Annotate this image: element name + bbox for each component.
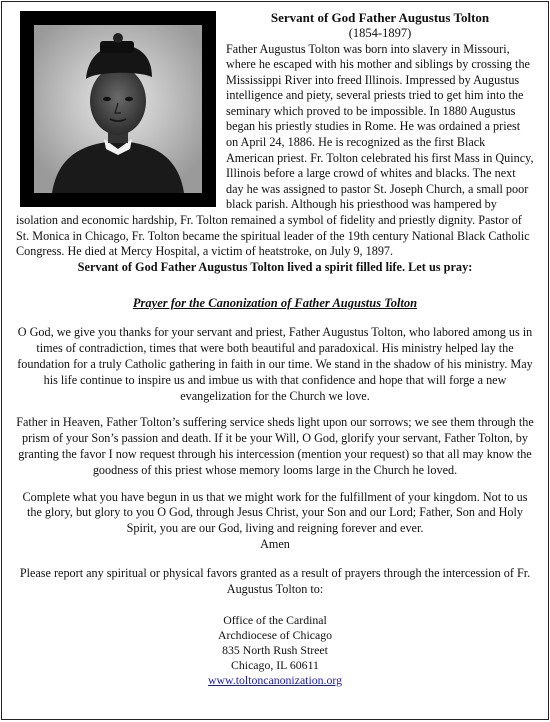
prayer-card bbox=[1, 1, 549, 720]
prayer-heading: Prayer for the Canonization of Father Augustus Tolton bbox=[132, 296, 418, 311]
bio-title: Servant of God Father Augustus Tolton bbox=[270, 10, 490, 25]
priest-portrait-illustration bbox=[34, 25, 202, 193]
report-instructions: Please report any spiritual or physical favors granted as a result of prayers through the intercession of Fr. Augustus Tolton to: bbox=[19, 565, 531, 596]
mailing-address bbox=[16, 613, 534, 687]
prayer-paragraph-2: Father in Heaven, Father Tolton’s suffering service sheds light upon our sorrows; we see them through the prism of your Son’s passion and death. If it be your Will, O God, glorify your servant, Father Tolton, by granting the favor I now request through his intercession (mention your request) so that all may know the goodness of this priest whose memory looms large in the Church he loved. bbox=[16, 415, 534, 477]
prayer-paragraph-1: O God, we give you thanks for your servant and priest, Father Augustus Tolton, who labored among us in times of contradiction, times that were both beautiful and paradoxical. His ministry helped lay the foundation for a truly Catholic gathering in faith in our time. We stand in the shadow of his ministry. May his life continue to inspire us and imbue us with that confidence and hope that will forge a new evangelization for the Church we love. bbox=[17, 325, 533, 403]
portrait-frame bbox=[20, 11, 216, 207]
prayer-amen: Amen bbox=[260, 536, 290, 551]
website-link[interactable]: www.toltoncanonization.org bbox=[208, 672, 342, 687]
address-line-street: 835 North Rush Street bbox=[222, 642, 328, 657]
prayer-paragraph-3: Complete what you have begun in us that we might work for the fulfillment of your kingdom. Not to us the glory, but glory to you O God, through Jesus Christ, your Son and our Lord; Father, Son and Holy Spirit, you are our God, living and reigning forever and ever. bbox=[22, 489, 528, 536]
bio-years: (1854-1897) bbox=[348, 26, 412, 40]
priest-portrait-icon bbox=[34, 25, 202, 193]
biography-text: Father Augustus Tolton was born into slavery in Missouri, where he escaped with his mother and siblings by crossing the Mississippi River into freed Illinois. Impressed by Augustus intelligence and piety, several priests tried to get him into the seminary which proved to be impossible. In 1880 Augustus began his priestly studies in Rome. He was ordained a priest on April 24, 1886. He is recognized as the first Black American priest. Fr. Tolton celebrated his first Mass in Quincy, Illinois before a large crowd of whites and blacks. The next day he was assigned to pastor St. Joseph Church, a small poor black parish. Although his priesthood was hampered by isolation and economic hardship, Fr. Tolton remained a symbol of fidelity and priestly dignity. Pastor of St. Monica in Chicago, Fr. Tolton became the spiritual leader of the 19th century National Black Catholic Congress. He died at Mercy Hospital, a victim of heatstroke, on July 9, 1897. bbox=[16, 41, 534, 259]
address-line-office: Office of the Cardinal bbox=[223, 613, 327, 628]
address-line-archdiocese: Archdiocese of Chicago bbox=[218, 628, 332, 643]
prayer-invitation: Servant of God Father Augustus Tolton lived a spirit filled life. Let us pray: bbox=[77, 259, 473, 274]
address-line-city: Chicago, IL 60611 bbox=[231, 657, 319, 672]
